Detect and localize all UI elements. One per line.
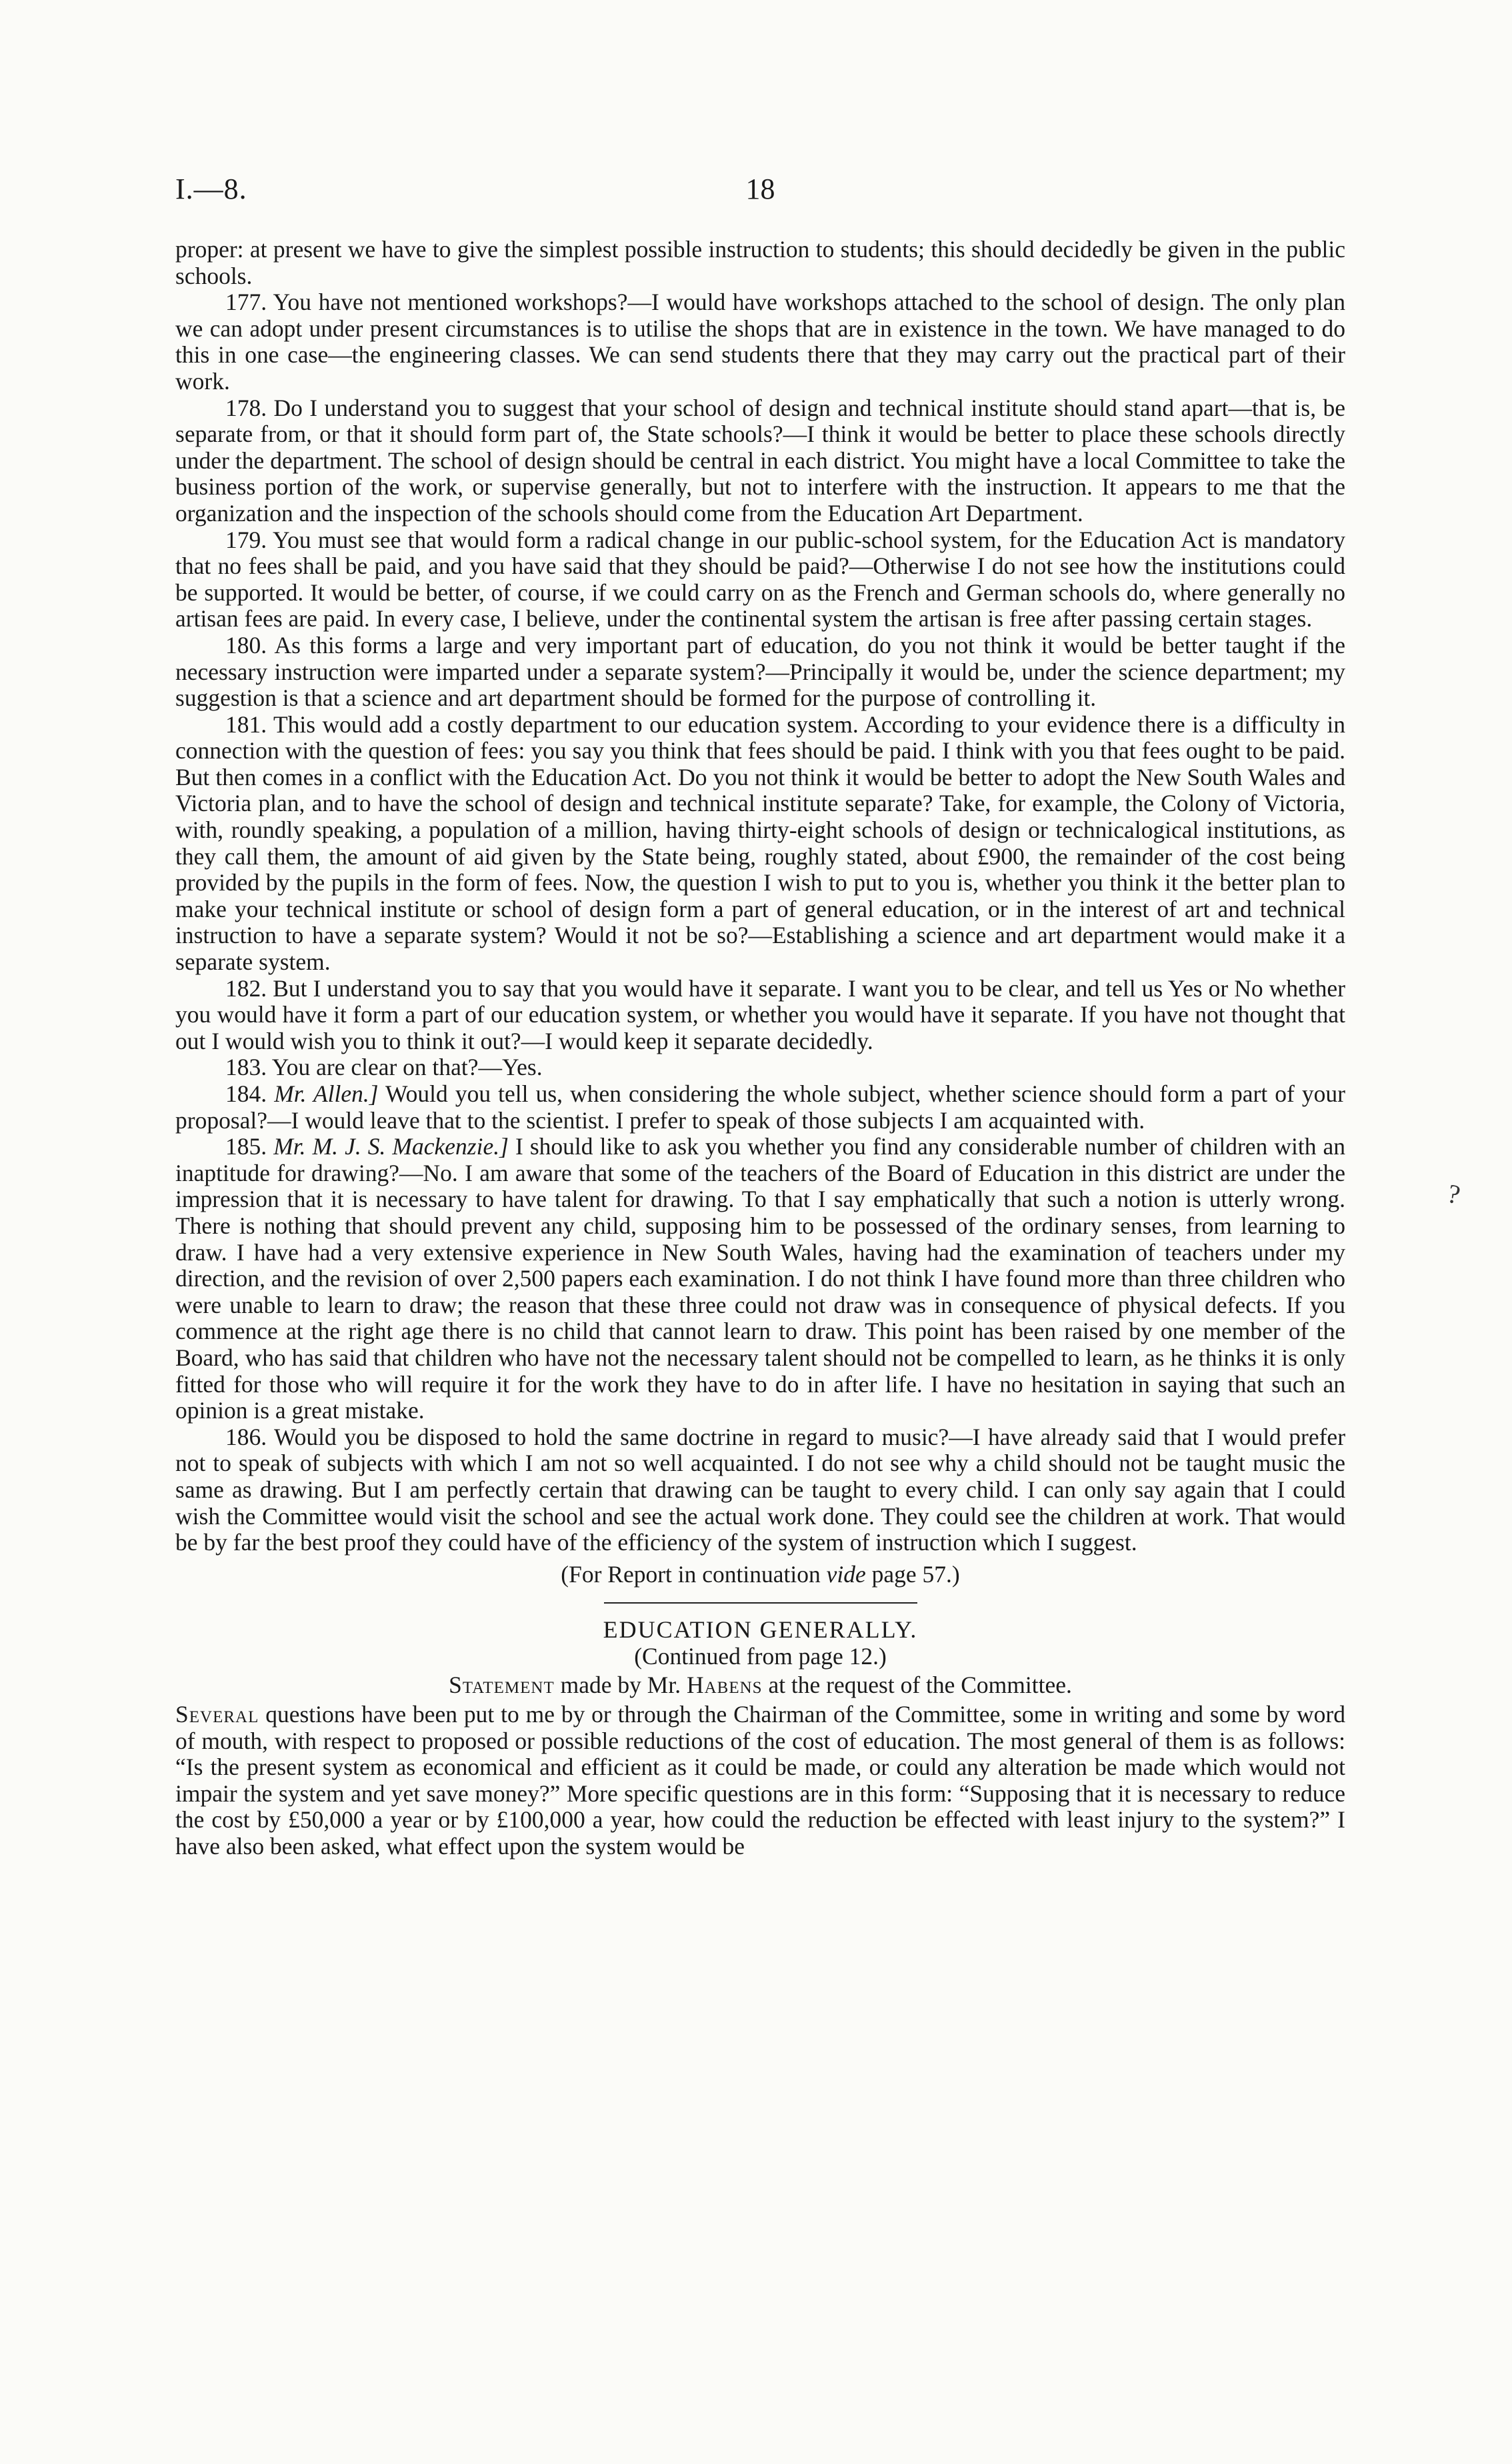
section-subtitle: (Continued from page 12.) [634,1642,887,1670]
question-number: 184. [225,1080,267,1107]
question-number: 180. [225,631,267,658]
question-177: 177. You have not mentioned workshops?—I would have workshops attached to the school of design. The only plan we can adopt under present circumstances is to utilise the shops that are in existence in the town. We have managed to do this in one case—the engineering classes. We can send students there that they may carry out the practical part of their work. [175,289,1346,395]
document-reference: I.—8. [175,173,247,205]
question-179: 179. You must see that would form a radical change in our public-school system, for the Education Act is mandatory that no fees shall be paid, and you have said that they should be paid?—Otherwise I do not see how the institutions could be supported. It would be better, of course, if we could carry on as the French and German schools do, where generally no artisan fees are paid. In every case, I believe, under the continental system the artisan is free after passing certain stages. [175,526,1345,632]
speaker-name: Mr. M. J. S. Mackenzie.] [273,1133,509,1160]
page-number: 18 [745,173,775,205]
question-178: 178. Do I understand you to suggest that your school of design and technical institute should stand apart—that is, be separate from, or that it should form part of, the State schools?—I think it would be better to place these schools directly under the department. The school of design should be central in each district. You might have a local Committee to take the business portion of the work, or supervise generally, but not to interfere with the instruction. It appears to me that the organization and the inspection of the schools should come from the Education Art Department. [175,394,1346,527]
question-number: 181. [225,710,267,738]
statement-heading: Statement made by Mr. Habens at the request of the Committee. [449,1672,1072,1699]
question-185: 185. Mr. M. J. S. Mackenzie.] I should like to ask you whether you find any considerable number of children with an inaptitude for drawing?—No. I am aware that some of the teachers of the Board of Education in this district are under the impression that it is necessary to have talent for drawing. To that I say emphatically that such a notion is utterly wrong. There is nothing that should prevent any child, supposing him to be possessed of the ordinary senses, from learning to draw. I have had a very extensive experience in New South Wales, having had the examination of teachers under my direction, and the revision of over 2,500 papers each examination. I do not think I have found more than three children who were unable to learn to draw; the reason that these three could not draw was in consequence of physical defects. If you commence at the right age there is no child that cannot learn to draw. This point has been raised by one member of the Board, who has said that children who have not the necessary talent should not be compelled to learn, as he thinks it is only fitted for those who will require it for the work they have to do in after life. I have no hesitation in saying that such an opinion is a great mistake. [175,1133,1346,1424]
question-number: 182. [225,974,267,1002]
question-183: 183. You are clear on that?—Yes. [225,1054,543,1081]
section-divider [604,1602,917,1604]
speaker-name: Mr. Allen.] [274,1080,379,1107]
page-header [175,172,1345,219]
question-180: 180. As this forms a large and very important part of education, do you not think it would be better taught if the necessary instruction were imparted under a separate system?—Principally it would be, under the science department; my suggestion is that a science and art department should be formed for the purpose of controlling it. [175,631,1345,712]
question-number: 186. [225,1423,267,1450]
question-184: 184. Mr. Allen.] Would you tell us, when considering the whole subject, whether science should form a part of your proposal?—I would leave that to the scientist. I prefer to speak of those subjects I am acquainted with. [175,1080,1346,1134]
question-182: 182. But I understand you to say that you would have it separate. I want you to be clear, and tell us Yes or No whether you would have it form a part of our education system, or whether you would have it separate. If you have not thought that out I would wish you to think it out?—I would keep it separate decidedly. [175,974,1346,1054]
question-number: 177. [225,289,267,316]
continued-paragraph: proper: at present we have to give the simplest possible instruction to students; this should decidedly be given in the public schools. [175,236,1345,289]
page-body [175,237,1345,1860]
question-number: 179. [225,526,267,553]
statement-body: Several questions have been put to me by or through the Chairman of the Committee, some in writing and some by word of mouth, with respect to proposed or possible reductions of the cost of education. The most general of them is as follows: “Is the present system as economical and efficient as it could be made, or could any alteration be made which would not impair the system and yet save money?” More specific questions are in this form: “Supposing that it is necessary to reduce the cost by £50,000 a year or by £100,000 a year, how could the reduction be effected with least injury to the system?” I have also been asked, what effect upon the system would be [175,1701,1345,1860]
margin-mark: ? [1445,1178,1463,1210]
section-title: EDUCATION GENERALLY. [603,1616,918,1644]
question-181: 181. This would add a costly department to our education system. According to your evidence there is a difficulty in connection with the question of fees: you say you think that fees should be paid. I think with you that fees ought to be paid. But then comes in a conflict with the Education Act. Do you not think it would be better to adopt the New South Wales and Victoria plan, and to have the school of design and technical institute separate? Take, for example, the Colony of Victoria, with, roundly speaking, a population of a million, having thirty-eight schools of design or technicalogical institutions, as they call them, the amount of aid given by the State being, roughly stated, about £900, the remainder of the cost being provided by the pupils in the form of fees. Now, the question I wish to put to you is, whether you think it the better plan to make your technical institute or school of design form a part of general education, or in the interest of art and technical instruction to have a separate system? Would it not be so?—Establishing a science and art department would make it a separate system. [175,710,1345,976]
report-continuation-note: (For Report in continuation vide page 57.) [561,1560,960,1588]
question-number: 178. [225,394,267,421]
question-number: 185. [225,1133,267,1160]
question-186: 186. Would you be disposed to hold the same doctrine in regard to music?—I have already said that I would prefer not to speak of subjects with which I am not so well acquainted. I do not see why a child should not be taught music the same as drawing. But I am perfectly certain that drawing can be taught to every child. I can only say again that I could wish the Committee would visit the school and see the actual work done. They could see the children at work. That would be by far the best proof they could have of the efficiency of the system of instruction which I suggest. [175,1423,1346,1556]
question-number: 183. [225,1054,267,1081]
